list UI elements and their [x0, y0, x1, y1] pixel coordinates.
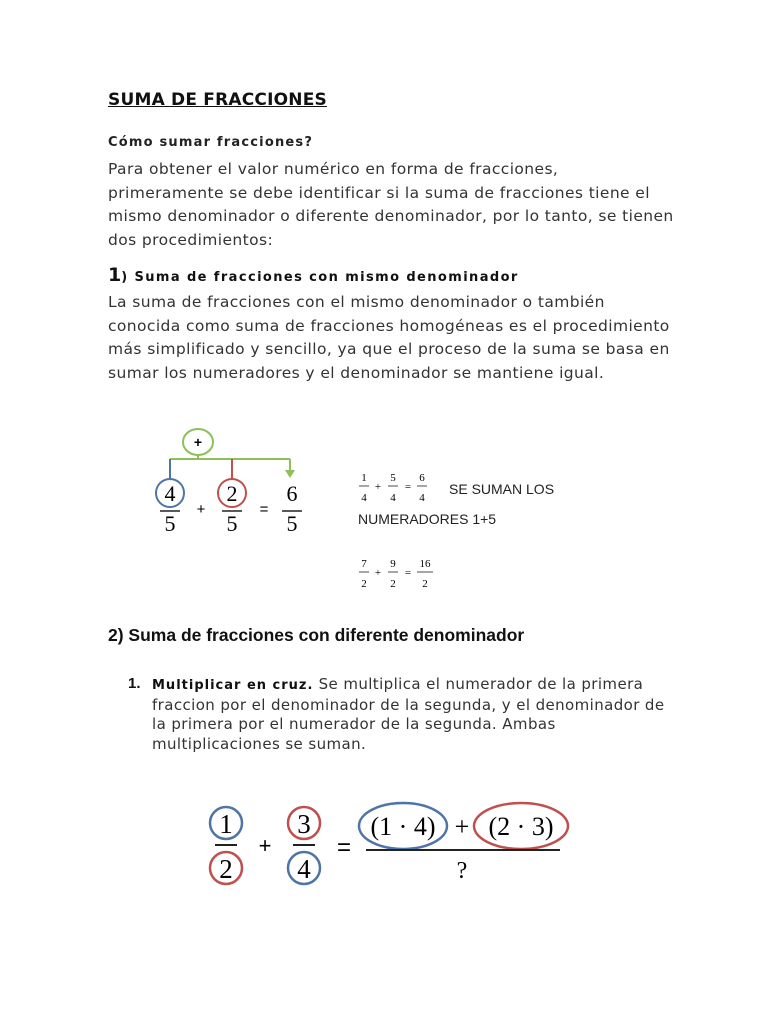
plus-bubble-sign: +: [193, 434, 203, 450]
step-1-number: 1.: [128, 675, 141, 692]
example-2-equation: [356, 554, 446, 594]
ex1-equals: =: [404, 481, 412, 493]
section-1-paragraph: La suma de fracciones con el mismo denominador o también conocida como suma de fracciones homogéneas es el procedimiento más simplificado y sencillo, ya que el proceso de la suma se basa en sumar los numeradores y el denominador se mantiene igual.: [108, 293, 670, 382]
unknown-denominator: ?: [456, 858, 468, 884]
subtitle: Cómo sumar fracciones?: [108, 135, 314, 150]
ex2-c-den: 2: [422, 578, 428, 590]
ex2-c-num: 16: [419, 558, 431, 570]
ex2-equals: =: [404, 567, 412, 579]
ex1-c-num: 6: [419, 472, 425, 484]
second-denominator: 5: [226, 511, 238, 536]
ex1-b-den: 4: [390, 492, 396, 504]
first-numerator: 4: [164, 481, 176, 506]
result-numerator: 6: [286, 481, 298, 506]
first-numerator: 1: [219, 809, 233, 839]
ex2-b-num: 9: [390, 558, 396, 570]
section-1-title: ) Suma de fracciones con mismo denominador: [121, 270, 519, 285]
first-denominator: 2: [219, 854, 233, 884]
product-2: (2 · 3): [488, 812, 554, 841]
second-numerator: 3: [297, 809, 311, 839]
step-1-body: Se multiplica el numerador de la primera fraccion por el denominador de la segunda, y el denominador de la primera por el numerador de la segunda. Ambas multiplicaciones se suman.: [152, 675, 665, 753]
intro-paragraph: Para obtener el valor numérico en forma de fracciones, primeramente se debe identificar si la suma de fracciones tiene el mismo denominador o diferente denominador, por lo tanto, se tienen dos procedimientos:: [108, 160, 674, 249]
result-denominator: 5: [286, 511, 298, 536]
section-1-heading: [108, 264, 519, 286]
cross-multiplication-diagram: [200, 795, 580, 895]
ex1-plus: +: [374, 481, 382, 493]
middle-plus: +: [454, 812, 470, 841]
ex1-b-num: 5: [390, 472, 396, 484]
section-1-number: 1: [108, 264, 122, 286]
first-denominator: 5: [164, 511, 176, 536]
same-denominator-diagram: [140, 420, 330, 540]
note-line-1: SE SUMAN LOS: [449, 481, 555, 497]
plus-sign: +: [258, 833, 272, 858]
product-1: (1 · 4): [370, 812, 436, 841]
section-2-heading: 2) Suma de fracciones con diferente denominador: [108, 625, 525, 645]
ex2-b-den: 2: [390, 578, 396, 590]
second-numerator: 2: [226, 481, 238, 506]
arrow-head-icon: [285, 470, 295, 478]
example-1-equation: [356, 468, 438, 508]
step-1-text: [152, 675, 682, 754]
note-line-2: NUMERADORES 1+5: [358, 511, 497, 527]
ex1-a-den: 4: [361, 492, 367, 504]
ex2-a-num: 7: [361, 558, 367, 570]
page-title: SUMA DE FRACCIONES: [108, 90, 327, 110]
equals-sign: =: [259, 501, 269, 518]
plus-sign: +: [196, 501, 206, 518]
second-denominator: 4: [297, 854, 311, 884]
equals-sign: =: [336, 834, 352, 861]
ex2-a-den: 2: [361, 578, 367, 590]
ex1-a-num: 1: [361, 472, 367, 484]
ex1-c-den: 4: [419, 492, 425, 504]
ex2-plus: +: [374, 567, 382, 579]
step-1-lead: Multiplicar en cruz.: [152, 678, 314, 693]
